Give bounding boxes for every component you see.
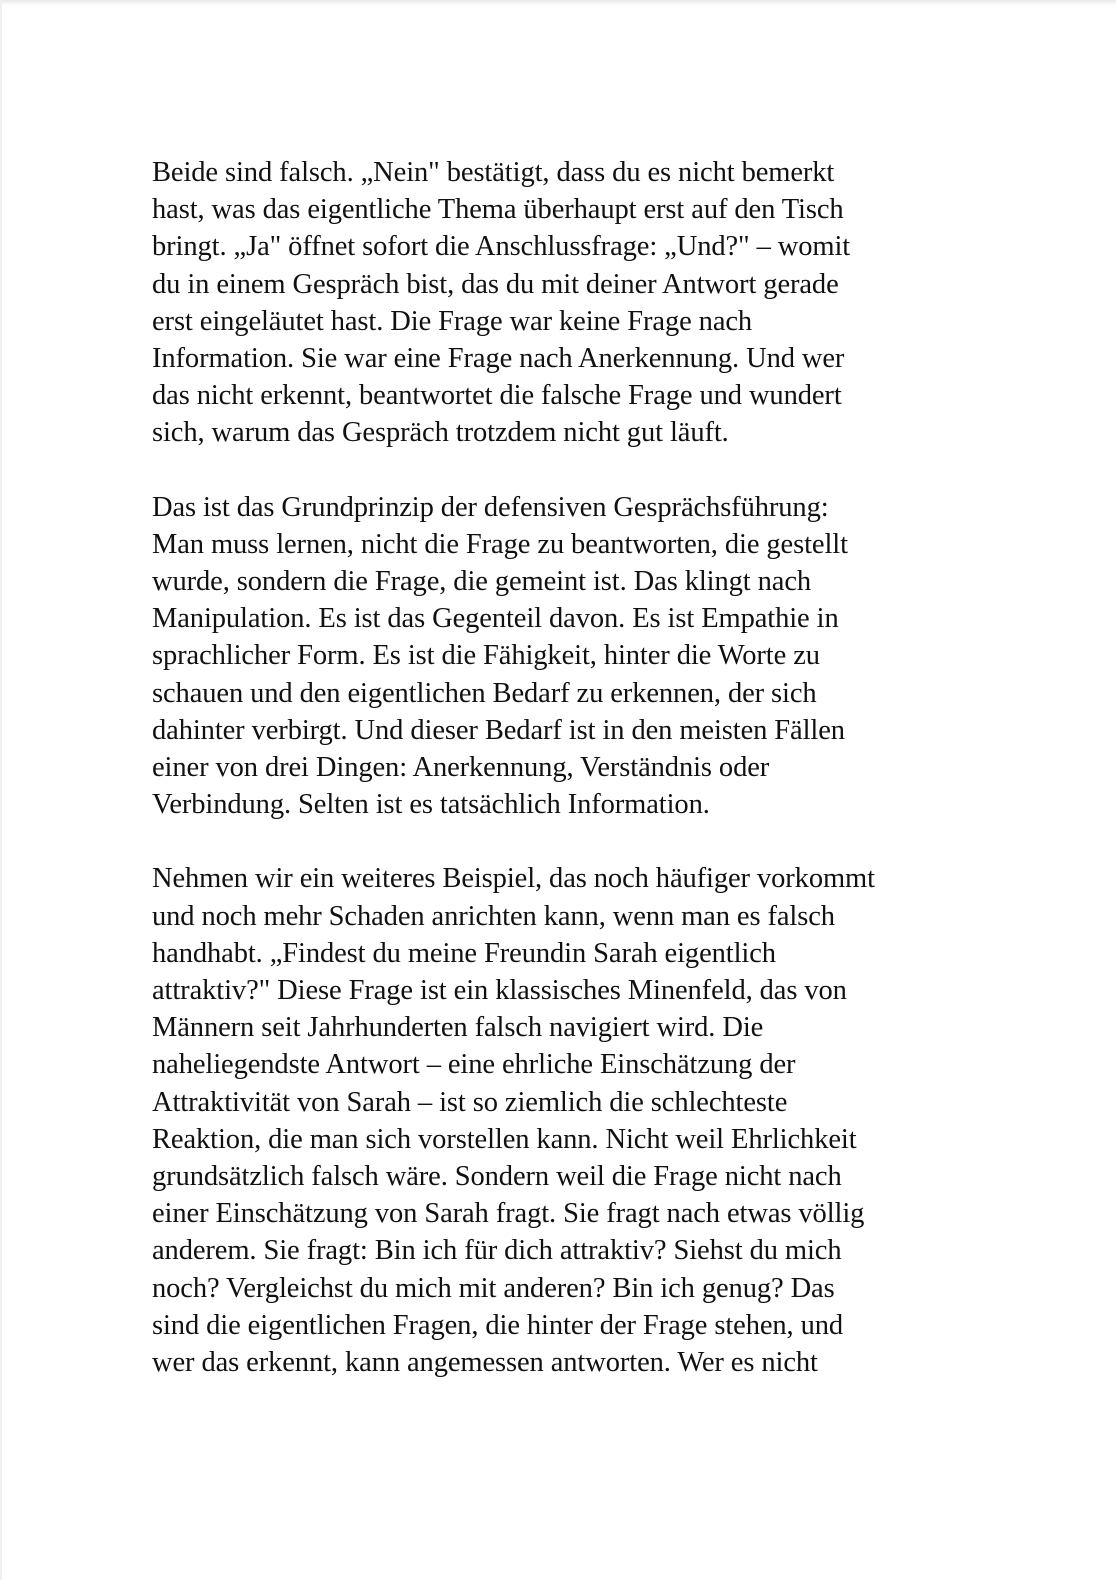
text-line: einer Einschätzung von Sarah fragt. Sie fragt nach etwas völlig xyxy=(152,1198,865,1230)
text-line: Manipulation. Es ist das Gegenteil davon. Es ist Empathie in xyxy=(152,603,839,635)
text-line: Beide sind falsch. „Nein" bestätigt, dass du es nicht bemerkt xyxy=(152,157,835,188)
text-line: Attraktivität von Sarah – ist so ziemlich die schlechteste xyxy=(152,1086,788,1118)
text-line: Reaktion, die man sich vorstellen kann. Nicht weil Ehrlichkeit xyxy=(152,1123,857,1155)
text-line: hast, was das eigentliche Thema überhaupt erst auf den Tisch xyxy=(152,194,844,226)
paragraph-1 xyxy=(152,154,982,452)
text-line: Männern seit Jahrhunderten falsch navigiert wird. Die xyxy=(152,1012,764,1044)
text-line: schauen und den eigentlichen Bedarf zu erkennen, der sich xyxy=(152,677,817,709)
text-line: du in einem Gespräch bist, das du mit deiner Antwort gerade xyxy=(152,268,839,300)
text-line: Nehmen wir ein weiteres Beispiel, das noch häufiger vorkommt xyxy=(152,863,875,895)
text-line: einer von drei Dingen: Anerkennung, Verständnis oder xyxy=(152,752,770,784)
text-line: attraktiv?" Diese Frage ist ein klassisches Minenfeld, das von xyxy=(152,975,847,1007)
text-line: wer das erkennt, kann angemessen antworten. Wer es nicht xyxy=(152,1347,818,1379)
paragraph-2 xyxy=(152,489,982,824)
text-line: Man muss lernen, nicht die Frage zu beantworten, die gestellt xyxy=(152,528,848,560)
text-line: sprachlicher Form. Es ist die Fähigkeit, hinter die Worte zu xyxy=(152,640,820,672)
text-line: sind die eigentlichen Fragen, die hinter der Frage stehen, und xyxy=(152,1309,844,1341)
text-line: Verbindung. Selten ist es tatsächlich Information. xyxy=(152,789,710,821)
text-line: anderem. Sie fragt: Bin ich für dich attraktiv? Siehst du mich xyxy=(152,1235,842,1267)
text-line: Information. Sie war eine Frage nach Anerkennung. Und wer xyxy=(152,343,845,375)
text-line: erst eingeläutet hast. Die Frage war keine Frage nach xyxy=(152,305,753,337)
text-line: und noch mehr Schaden anrichten kann, wenn man es falsch xyxy=(152,900,835,932)
text-line: Das ist das Grundprinzip der defensiven Gesprächsführung: xyxy=(152,491,829,523)
paragraph-3 xyxy=(152,860,982,1381)
text-line: naheliegendste Antwort – eine ehrliche Einschätzung der xyxy=(152,1049,796,1081)
text-line: dahinter verbirgt. Und dieser Bedarf ist in den meisten Fällen xyxy=(152,714,845,746)
text-line: wurde, sondern die Frage, die gemeint ist. Das klingt nach xyxy=(152,566,812,598)
text-line: handhabt. „Findest du meine Freundin Sarah eigentlich xyxy=(152,937,776,969)
text-line: das nicht erkennt, beantwortet die falsche Frage und wundert xyxy=(152,380,842,412)
text-line: sich, warum das Gespräch trotzdem nicht gut läuft. xyxy=(152,417,729,449)
text-line: noch? Vergleichst du mich mit anderen? Bin ich genug? Das xyxy=(152,1272,835,1304)
text-line: bringt. „Ja" öffnet sofort die Anschlussfrage: „Und?" – womit xyxy=(152,231,851,263)
text-line: grundsätzlich falsch wäre. Sondern weil die Frage nicht nach xyxy=(152,1161,842,1193)
document-body xyxy=(152,154,982,1418)
